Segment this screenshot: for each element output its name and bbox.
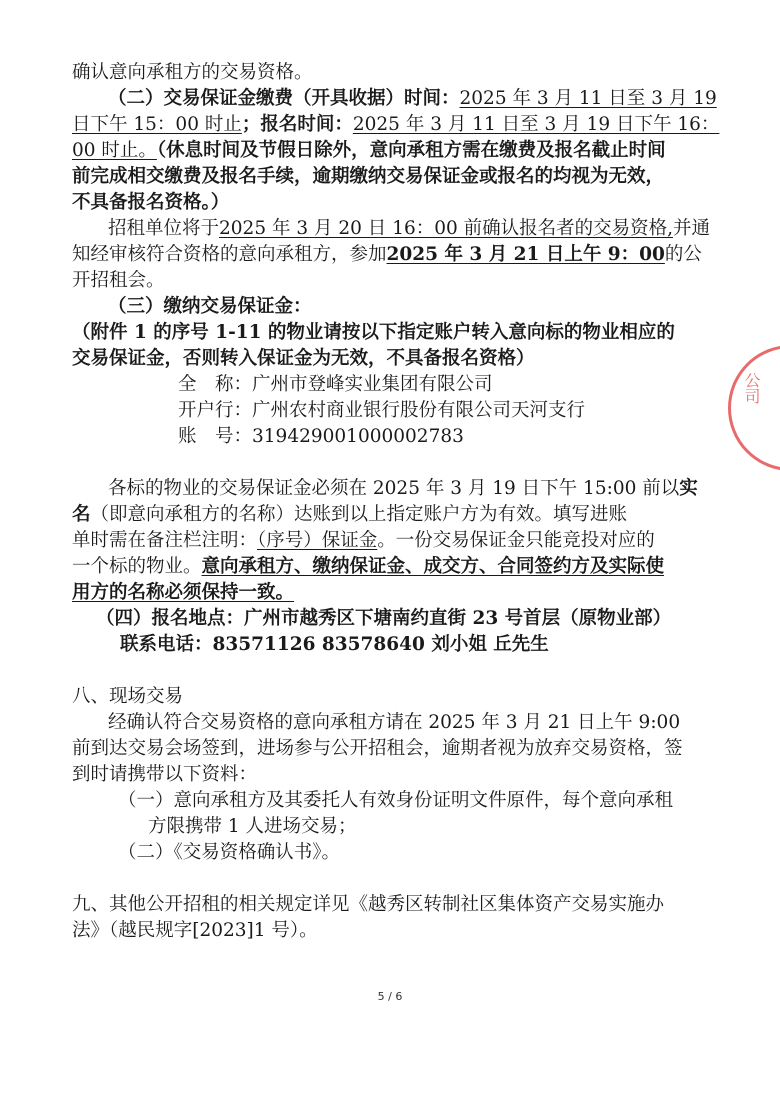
account-number-value: 319429001000002783	[252, 426, 464, 447]
text-segment: 的公	[664, 244, 702, 265]
section-heading-9	[72, 892, 664, 918]
consistency-notice: 意向承租方、缴纳保证金、成交方、合同签约方及实际使	[201, 556, 665, 577]
contact-phone	[120, 632, 549, 658]
text-segment: 用方的名称必须保持一致。	[72, 582, 295, 603]
section-heading-8	[72, 684, 183, 710]
text-line	[108, 710, 680, 736]
text-line	[72, 190, 229, 216]
text-segment: （二）交易保证金缴费（开具收据）时间：	[108, 88, 460, 109]
text-line	[72, 918, 318, 944]
text-segment: 经确认符合交易资格的意向承租方请在 2025 年 3 月 21 日上午 9:00	[108, 712, 681, 733]
text-line	[72, 554, 664, 580]
text-segment: 不具备报名资格。）	[72, 192, 230, 213]
text-segment: （即意向承租方的名称）达账到以上指定账户方为有效。填写进账	[90, 504, 628, 525]
text-segment: 开招租会。	[72, 270, 165, 291]
text-line	[72, 736, 683, 762]
remark-text: （序号）保证金	[257, 530, 378, 551]
text-segment: 一个标的物业。	[72, 556, 202, 577]
section-heading-deposit	[108, 294, 312, 320]
text-segment: 确认意向承租方的交易资格。	[72, 62, 313, 83]
text-segment: （二）《交易资格确认书》。	[118, 842, 341, 863]
text-segment: 各标的物业的交易保证金必须在 2025 年 3 月 19 日下午 15:00 前以	[108, 478, 680, 499]
deadline-time: 日下午 15：00 时止	[72, 114, 242, 135]
text-segment: 八、现场交易	[72, 686, 184, 707]
text-segment: 交易保证金，否则转入保证金为无效，不具备报名资格）	[72, 348, 535, 369]
text-line	[72, 112, 719, 138]
account-number-row	[178, 424, 464, 450]
list-item-continued	[148, 814, 357, 840]
text-line	[108, 216, 710, 242]
text-segment: 单时需在备注栏注明：	[72, 530, 258, 551]
company-seal-icon	[728, 345, 780, 471]
confirm-time: 2025 年 3 月 20 日 16：00 前确认报名者的交易资格,	[219, 218, 674, 239]
text-segment: 招租单位将于	[108, 218, 220, 239]
text-segment: 方限携带 1 人进场交易；	[148, 816, 357, 837]
text-line	[72, 242, 702, 268]
text-segment: （一）意向承租方及其委托人有效身份证明文件原件，每个意向承租	[118, 790, 674, 811]
text-line	[72, 268, 165, 294]
text-segment: （四）报名地点：广州市越秀区下塘南约直街 23 号首层（原物业部）	[96, 608, 672, 629]
text-line	[72, 580, 294, 606]
text-line	[72, 60, 313, 86]
text-segment: 名	[72, 504, 91, 525]
account-name-row	[178, 372, 493, 398]
text-segment: （附件 1 的序号 1-11 的物业请按以下指定账户转入意向标的物业相应的	[72, 322, 675, 343]
account-number-label: 账 号：	[178, 426, 253, 447]
text-line	[72, 320, 675, 346]
text-segment: 实	[679, 478, 698, 499]
text-segment: 。一份交易保证金只能竞投对应的	[377, 530, 655, 551]
text-segment: 前完成相交缴费及报名手续，逾期缴纳交易保证金或报名的均视为无效，	[72, 166, 665, 187]
text-line	[72, 502, 627, 528]
deadline-time: 00 时止。	[72, 140, 157, 161]
meeting-time: 2025 年 3 月 21 日上午 9：00	[386, 244, 665, 265]
page-number: 5 / 6	[377, 990, 403, 1003]
text-line	[72, 138, 666, 164]
seal-text: 公司	[742, 372, 761, 404]
text-segment: 法》（越民规字[2023]1 号）。	[72, 920, 318, 941]
date-range: 2025 年 3 月 11 日至 3 月 19	[459, 88, 717, 109]
list-item	[118, 788, 673, 814]
text-segment: 并通	[673, 218, 711, 239]
text-line	[72, 762, 257, 788]
account-name-value: 广州市登峰实业集团有限公司	[252, 374, 493, 395]
text-segment: 到时请携带以下资料：	[72, 764, 258, 785]
text-line	[72, 164, 664, 190]
text-segment: ；报名时间：	[241, 114, 353, 135]
account-bank-row	[178, 398, 585, 424]
text-segment: 前到达交易会场签到，进场参与公开招租会，逾期者视为放弃交易资格，签	[72, 738, 683, 759]
account-name-label: 全 称：	[178, 374, 253, 395]
text-line	[108, 476, 698, 502]
account-bank-label: 开户行：	[178, 400, 253, 421]
text-segment: （休息时间及节假日除外，意向承租方需在缴费及报名截止时间	[156, 140, 666, 161]
list-item	[118, 840, 340, 866]
text-segment: 知经审核符合资格的意向承租方，参加	[72, 244, 387, 265]
text-line	[72, 528, 655, 554]
section-heading-location	[96, 606, 671, 632]
text-segment: 联系电话：83571126 83578640 刘小姐 丘先生	[120, 634, 549, 655]
text-segment: （三）缴纳交易保证金：	[108, 296, 312, 317]
text-line	[72, 346, 535, 372]
text-segment: 九、其他公开招租的相关规定详见《越秀区转制社区集体资产交易实施办	[72, 894, 665, 915]
registration-time: 2025 年 3 月 11 日至 3 月 19 日下午 16：	[352, 114, 720, 135]
section-heading-deposit-time	[108, 86, 717, 112]
account-bank-value: 广州农村商业银行股份有限公司天河支行	[252, 400, 586, 421]
